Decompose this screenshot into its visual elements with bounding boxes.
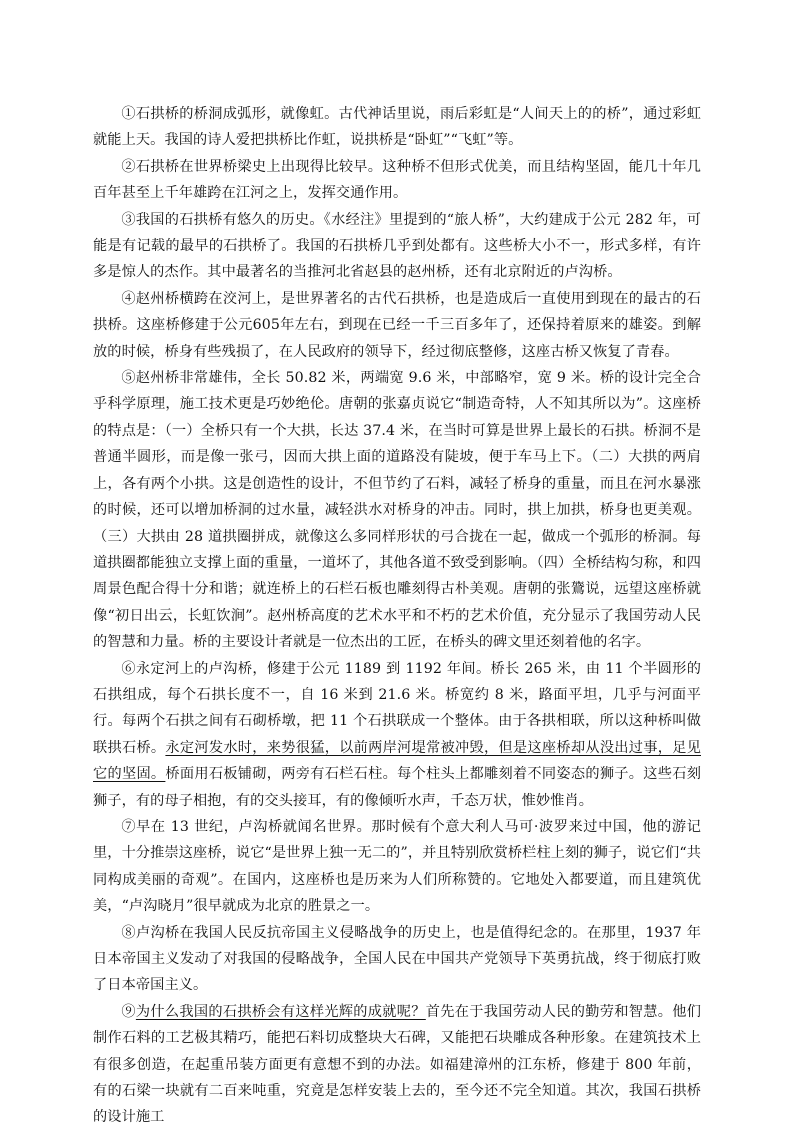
- paragraph-3-text: ③我国的石拱桥有悠久的历史。《水经注》里提到的“旅人桥”，大约建成于公元 282 年，可能是有记载的最早的石拱桥了。我国的石拱桥几乎到处都有。这些桥大小不一，形式多样，有许多是惊人的杰作。其中最著名的当推河北省赵县的赵州桥，还有北京附近的卢沟桥。: [93, 211, 701, 281]
- paragraph-9-number: ⑨: [121, 1003, 136, 1020]
- paragraph-1-text: ①石拱桥的桥洞成弧形，就像虹。古代神话里说，雨后彩虹是“人间天上的的桥”，通过彩虹就能上天。我国的诗人爱把拱桥比作虹，说拱桥是“卧虹”“飞虹”等。: [93, 106, 701, 149]
- paragraph-4: [93, 286, 701, 365]
- article-body: [93, 101, 701, 1131]
- paragraph-4-text: ④赵州桥横跨在洨河上，是世界著名的古代石拱桥，也是造成后一直使用到现在的最古的石拱桥。这座桥修建于公元605年左右，到现在已经一千三百多年了，还保持着原来的雄姿。到解放的时候，桥身有些残损了，在人民政府的领导下，经过彻底整修，这座古桥又恢复了青春。: [93, 290, 701, 360]
- paragraph-7: [93, 814, 701, 920]
- paragraph-3: [93, 207, 701, 286]
- paragraph-7-text: ⑦早在 13 世纪，卢沟桥就闻名世界。那时候有个意大利人马可·波罗来过中国，他的游记里，十分推崇这座桥，说它“是世界上独一无二的”，并且特别欣赏桥栏柱上刻的狮子，说它们“共同构成美丽的奇观”。在国内，这座桥也是历来为人们所称赞的。它地处入都要道，而且建筑优美，“卢沟晓月”很早就成为北京的胜景之一。: [93, 818, 701, 915]
- paragraph-5-text: ⑤赵州桥非常雄伟，全长 50.82 米，两端宽 9.6 米，中部略窄，宽 9 米。桥的设计完全合乎科学原理，施工技术更是巧妙绝伦。唐朝的张嘉贞说它“制造奇特，人不知其所以为”。这座桥的特点是：（一）全桥只有一个大拱，长达 37.4 米，在当时可算是世界上最长的石拱。桥洞不是普通半圆形，而是像一张弓，因而大拱上面的道路没有陡坡，便于车马上下。（二）大拱的两肩上，各有两个小拱。这是创造性的设计，不但节约了石料，减轻了桥身的重量，而且在河水暴涨的时候，还可以增加桥洞的过水量，减轻洪水对桥身的冲击。同时，拱上加拱，桥身也更美观。（三）大拱由 28 道拱圈拼成，就像这么多同样形状的弓合拢在一起，做成一个弧形的桥洞。每道拱圈都能独立支撑上面的重量，一道坏了，其他各道不致受到影响。（四）全桥结构匀称，和四周景色配合得十分和谐；就连桥上的石栏石板也雕刻得古朴美观。唐朝的张鷟说，远望这座桥就像“初日出云，长虹饮涧”。赵州桥高度的艺术水平和不朽的艺术价值，充分显示了我国劳动人民的智慧和力量。桥的主要设计者就是一位杰出的工匠，在桥头的碑文里还刻着他的名字。: [93, 370, 701, 651]
- paragraph-1: [93, 101, 701, 154]
- paragraph-8-text: ⑧卢沟桥在我国人民反抗帝国主义侵略战争的历史上，也是值得纪念的。在那里，1937 年日本帝国主义发动了对我国的侵略战争，全国人民在中国共产党领导下英勇抗战，终于彻底打败了日本帝国主义。: [93, 924, 701, 994]
- paragraph-6-underlined-sentence: 永定河发水时，来势很猛，以前两岸河堤常被冲毁，但是这座桥却从没出过事，足见它的坚固。: [93, 739, 701, 783]
- paragraph-2: [93, 154, 701, 207]
- paragraph-8: [93, 920, 701, 999]
- paragraph-6: [93, 656, 701, 814]
- paragraph-6-text-b: 桥面用石板铺砌，两旁有石栏石柱。每个柱头上都雕刻着不同姿态的狮子。这些石刻狮子，有的母子相抱，有的交头接耳，有的像倾听水声，千态万状，惟妙惟肖。: [93, 766, 701, 809]
- paragraph-9-text: 首先在于我国劳动人民的勤劳和智慧。他们制作石料的工艺极其精巧，能把石料切成整块大石碑，又能把石块雕成各种形象。在建筑技术上有很多创造，在起重吊装方面更有意想不到的办法。如福建漳州的江东桥，修建于 800 年前，有的石梁一块就有二百来吨重，究竟是怎样安装上去的，至今还不完全知道。其次，我国石拱桥的设计施工: [93, 1003, 701, 1126]
- paragraph-2-text: ②石拱桥在世界桥梁史上出现得比较早。这种桥不但形式优美，而且结构坚固，能几十年几百年甚至上千年雄跨在江河之上，发挥交通作用。: [93, 158, 701, 202]
- paragraph-5: [93, 365, 701, 655]
- paragraph-9-underlined-question: 为什么我国的石拱桥会有这样光辉的成就呢？: [135, 1003, 426, 1020]
- paragraph-6-text-a: ⑥永定河上的卢沟桥，修建于公元 1189 到 1192 年间。桥长 265 米，由 11 个半圆形的石拱组成，每个石拱长度不一，自 16 米到 21.6 米。桥宽约 8 米，路面平坦，几乎与河面平行。每两个石拱之间有石砌桥墩，把 11 个石拱联成一个整体。由于各拱相联，所以这种桥叫做联拱石桥。: [93, 660, 701, 756]
- paragraph-9: [93, 999, 701, 1131]
